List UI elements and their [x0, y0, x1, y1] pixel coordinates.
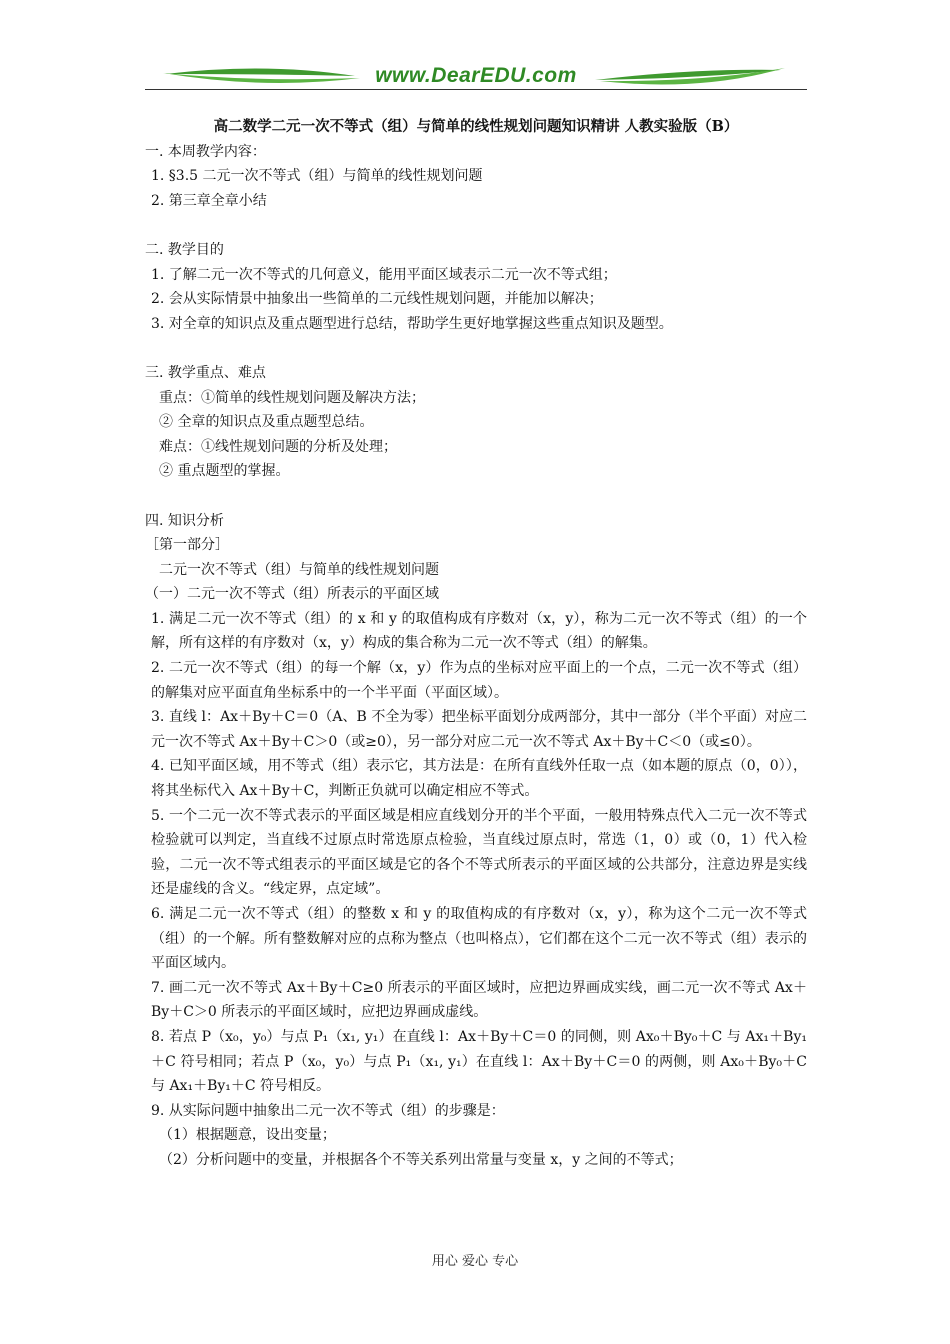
section-3-item: ② 全章的知识点及重点题型总结。 [159, 414, 374, 431]
section-1-item: 1. §3.5 二元一次不等式（组）与简单的线性规划问题 [151, 168, 483, 185]
section-3-item: 重点：①简单的线性规划问题及解决方法； [159, 389, 425, 406]
site-header [145, 60, 807, 96]
section-4-part-label: ［第一部分］ [145, 537, 229, 554]
section-2-item: 1. 了解二元一次不等式的几何意义，能用平面区域表示二元一次不等式组； [151, 266, 617, 283]
step-item: （1）根据题意，设出变量； [159, 1127, 336, 1144]
section-4-subtitle: 二元一次不等式（组）与简单的线性规划问题 [159, 561, 439, 578]
section-4-subheading: （一）二元一次不等式（组）所表示的平面区域 [145, 586, 439, 603]
section-1-heading: 一. 本周教学内容： [145, 143, 266, 160]
document-title: 高二数学二元一次不等式（组）与简单的线性规划问题知识精讲 人教实验版（B） [213, 118, 739, 135]
section-2-item: 3. 对全章的知识点及重点题型进行总结，帮助学生更好地掌握这些重点知识及题型。 [151, 315, 673, 332]
knowledge-paragraph: 8. 若点 P（x₀，y₀）与点 P₁（x₁, y₁）在直线 l：Ax＋By＋C＝0 的同侧，则 Ax₀＋By₀＋C 与 Ax₁＋By₁＋C 符号相同；若点 P（x₀，y₀）与点 P₁（x₁, y₁）在直线 l：Ax＋By＋C＝0 的两侧，则 Ax₀＋By₀＋C 与 Ax₁＋By₁＋C 符号相反。 [151, 1028, 807, 1095]
section-1-item: 2. 第三章全章小结 [151, 192, 267, 209]
knowledge-paragraph: 7. 画二元一次不等式 Ax＋By＋C≥0 所表示的平面区域时，应把边界画成实线，画二元一次不等式 Ax＋By＋C＞0 所表示的平面区域时，应把边界画成虚线。 [151, 979, 807, 1021]
knowledge-paragraph: 2. 二元一次不等式（组）的每一个解（x，y）作为点的坐标对应平面上的一个点，二元一次不等式（组）的解集对应平面直角坐标系中的一个半平面（平面区域）。 [151, 660, 807, 701]
section-2-item: 2. 会从实际情景中抽象出一些简单的二元线性规划问题，并能加以解决； [151, 291, 603, 308]
knowledge-paragraph: 5. 一个二元一次不等式表示的平面区域是相应直线划分开的半个平面，一般用特殊点代入二元一次不等式检验就可以判定，当直线不过原点时常选原点检验，当直线过原点时，常选（1，0）或（0，1）代入检验，二元一次不等式组表示的平面区域是它的各个不等式所表示的平面区域的公共部分，注意边界是实线还是虚线的含义。“线定界，点定域”。 [151, 807, 807, 898]
section-3-item: ② 重点题型的掌握。 [159, 463, 290, 480]
knowledge-paragraph: 4. 已知平面区域，用不等式（组）表示它，其方法是：在所有直线外任取一点（如本题的原点（0，0）），将其坐标代入 Ax＋By＋C，判断正负就可以确定相应不等式。 [151, 758, 807, 800]
knowledge-paragraph: 9. 从实际问题中抽象出二元一次不等式（组）的步骤是： [151, 1102, 505, 1119]
knowledge-paragraph: 1. 满足二元一次不等式（组）的 x 和 y 的取值构成有序数对（x，y），称为二元一次不等式（组）的一个解，所有这样的有序数对（x，y）构成的集合称为二元一次不等式（组）的解集。 [151, 610, 807, 652]
section-4-heading: 四. 知识分析 [145, 512, 224, 529]
page-footer: 用心 爱心 专心 [431, 1254, 519, 1269]
knowledge-paragraph: 3. 直线 l：Ax＋By＋C＝0（A、B 不全为零）把坐标平面划分成两部分，其中一部分（半个平面）对应二元一次不等式 Ax＋By＋C＞0（或≥0），另一部分对应二元一次不等式 Ax＋By＋C＜0（或≤0）。 [151, 709, 807, 750]
step-item: （2）分析问题中的变量，并根据各个不等关系列出常量与变量 x，y 之间的不等式； [159, 1151, 683, 1168]
section-3-item: 难点：①线性规划问题的分析及处理； [159, 438, 397, 455]
knowledge-paragraph: 6. 满足二元一次不等式（组）的整数 x 和 y 的取值构成的有序数对（x，y），称为这个二元一次不等式（组）的一个解。所有整数解对应的点称为整点（也叫格点），它们都在这个二元一次不等式（组）表示的平面区域内。 [151, 906, 807, 972]
header-divider [145, 89, 807, 90]
document-body [145, 115, 807, 1173]
site-logo[interactable]: www.DearEDU.com [375, 64, 577, 87]
section-2-heading: 二. 教学目的 [145, 241, 224, 258]
section-3-heading: 三. 教学重点、难点 [145, 364, 266, 381]
